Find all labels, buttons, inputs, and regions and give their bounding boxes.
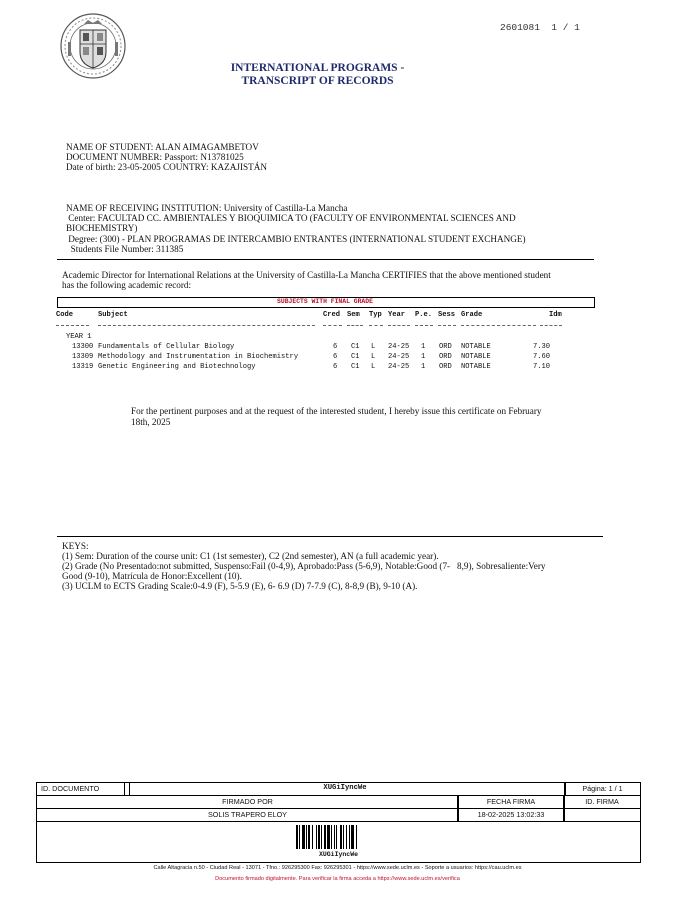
signer-name: SOLIS TRAPERO ELOY — [36, 808, 459, 822]
col-cred: Cred — [323, 311, 341, 319]
barcode-cell — [36, 821, 641, 863]
barcode-bar — [349, 825, 350, 849]
row-sess: ORD — [439, 353, 452, 361]
row-grade: NOTABLE — [461, 363, 491, 371]
row-subject: Fundamentals of Cellular Biology — [98, 343, 235, 351]
keys-line2: (2) Grade (No Presentado:not submitted, Suspenso:Fail (0-4,9), Aprobado:Pass (5-6,9), Notable:Good (7- 8,9), Sobresaliente:Very — [62, 561, 546, 571]
id-firma-label: ID. FIRMA — [563, 795, 641, 809]
subjects-section-title: SUBJECTS WITH FINAL GRADE — [277, 298, 373, 305]
underline — [323, 325, 342, 326]
barcode-bar — [299, 825, 300, 849]
row-score: 7.30 — [533, 343, 551, 351]
row-typ: L — [371, 343, 376, 351]
student-name: NAME OF STUDENT: ALAN AIMAGAMBETOV — [66, 142, 259, 152]
col-sess: Sess — [438, 311, 456, 319]
row-cred: 6 — [333, 363, 338, 371]
fecha-firma-label: FECHA FIRMA — [457, 795, 565, 809]
underline — [415, 325, 433, 326]
col-grade: Grade — [461, 311, 483, 319]
row-year: 24-25 — [388, 353, 410, 361]
keys-title: KEYS: — [62, 541, 89, 551]
issuance-text-line2: 18th, 2025 — [131, 417, 171, 427]
signature-date: 18-02-2025 13:02:33 — [457, 808, 565, 822]
row-sem: C1 — [351, 353, 360, 361]
barcode-bar — [346, 825, 347, 849]
page-title-line1: INTERNATIONAL PROGRAMS - — [230, 62, 405, 74]
barcode-bar — [316, 825, 317, 849]
page-number: Página: 1 / 1 — [564, 782, 641, 796]
issuance-text-line1: For the pertinent purposes and at the request of the interested student, I hereby issue this certificate on February — [131, 406, 542, 416]
students-file-number: Students File Number: 311385 — [66, 244, 184, 254]
row-score: 7.10 — [533, 363, 551, 371]
barcode-bar — [331, 825, 332, 849]
barcode-bar — [321, 825, 322, 849]
underline — [56, 325, 89, 326]
underline — [347, 325, 363, 326]
firmado-por-label: FIRMADO POR — [36, 795, 459, 809]
document-reference: 2601081 1 / 1 — [500, 22, 580, 33]
student-document: DOCUMENT NUMBER: Passport: N13781025 — [66, 152, 244, 162]
barcode-bar — [327, 825, 330, 849]
barcode-bar — [340, 825, 342, 849]
institution-name: NAME OF RECEIVING INSTITUTION: University of Castilla-La Mancha — [66, 203, 348, 213]
col-idm: Idm — [549, 311, 562, 319]
underline — [369, 325, 383, 326]
col-pe: P.e. — [415, 311, 433, 319]
institution-degree: Degree: (300) - PLAN PROGRAMAS DE INTERCAMBIO ENTRANTES (INTERNATIONAL STUDENT EXCHANGE) — [66, 234, 526, 244]
institution-address: Calle Altagracia n.50 - Ciudad Real - 13071 - Tfno.: 926295300 Fax: 926295301 - https://www.sede.uclm.es - Soporte a usuarios: https://cau.uclm.es — [153, 865, 522, 871]
barcode-bar — [312, 825, 313, 849]
keys-line3: Good (9-10), Matrícula de Honor:Excellent (10). — [62, 571, 242, 581]
row-typ: L — [371, 363, 376, 371]
row-year: 24-25 — [388, 363, 410, 371]
barcode-bar — [343, 825, 344, 849]
row-code: 13319 — [72, 363, 94, 371]
barcode — [296, 825, 382, 849]
keys-line4: (3) UCLM to ECTS Grading Scale:0-4.9 (F), 5-5.9 (E), 6- 6.9 (D) 7-7.9 (C), 8-8,9 (B), 9-10 (A). — [62, 581, 418, 591]
row-grade: NOTABLE — [461, 353, 491, 361]
year-label: YEAR 1 — [66, 333, 92, 341]
barcode-bar — [351, 825, 354, 849]
underline — [461, 325, 536, 326]
id-firma-value — [563, 808, 641, 822]
row-pe: 1 — [421, 343, 426, 351]
certifies-text-line2: has the following academic record: — [62, 280, 192, 290]
col-sem: Sem — [347, 311, 360, 319]
barcode-bar — [296, 825, 298, 849]
barcode-bar — [334, 825, 335, 849]
row-code: 13309 — [72, 353, 94, 361]
underline — [438, 325, 456, 326]
divider-line — [57, 259, 594, 260]
barcode-bar — [302, 825, 305, 849]
col-code: Code — [56, 311, 74, 319]
row-subject: Methodology and Instrumentation in Biochemistry — [98, 353, 299, 361]
barcode-bar — [308, 825, 310, 849]
row-typ: L — [371, 353, 376, 361]
row-sem: C1 — [351, 363, 360, 371]
keys-divider — [57, 536, 603, 537]
institution-center: Center: FACULTAD CC. AMBIENTALES Y BIOQUIMICA TO (FACULTY OF ENVIRONMENTAL SCIENCES AND — [66, 213, 516, 223]
keys-line1: (1) Sem: Duration of the course unit: C1 (1st semester), C2 (2nd semester), AN (a full academic year). — [62, 551, 439, 561]
underline — [540, 325, 562, 326]
id-documento-value: XUGiIyncWe — [124, 782, 566, 796]
col-typ: Typ — [369, 311, 382, 319]
row-cred: 6 — [333, 353, 338, 361]
barcode-text: XUGiIyncWe — [318, 851, 358, 858]
row-pe: 1 — [421, 353, 426, 361]
barcode-bar — [336, 825, 337, 849]
student-dob-country: Date of birth: 23-05-2005 COUNTRY: KAZAJISTÁN — [66, 162, 268, 172]
certifies-text-line1: Academic Director for International Relations at the University of Castilla-La Mancha CERTIFIES that the above mentioned student — [62, 270, 551, 280]
row-cred: 6 — [333, 343, 338, 351]
barcode-bar — [324, 825, 326, 849]
row-subject: Genetic Engineering and Biotechnology — [98, 363, 256, 371]
underline — [98, 325, 315, 326]
col-subject: Subject — [98, 311, 128, 319]
verification-notice: Documento firmado digitalmente. Para verificar la firma acceda a https://www.sede.uclm.es/verifica — [215, 876, 460, 882]
underline — [388, 325, 410, 326]
col-year: Year — [388, 311, 406, 319]
row-score: 7.60 — [533, 353, 551, 361]
row-code: 13300 — [72, 343, 94, 351]
row-pe: 1 — [421, 363, 426, 371]
row-sess: ORD — [439, 363, 452, 371]
institution-center-cont: BIOCHEMISTRY) — [66, 223, 138, 233]
page-title-line2: TRANSCRIPT OF RECORDS — [241, 75, 394, 87]
row-year: 24-25 — [388, 343, 410, 351]
barcode-bar — [306, 825, 307, 849]
row-grade: NOTABLE — [461, 343, 491, 351]
barcode-bar — [356, 825, 357, 849]
id-documento-label: ID. DOCUMENTO — [36, 782, 130, 796]
row-sem: C1 — [351, 343, 360, 351]
row-sess: ORD — [439, 343, 452, 351]
barcode-bar — [318, 825, 320, 849]
